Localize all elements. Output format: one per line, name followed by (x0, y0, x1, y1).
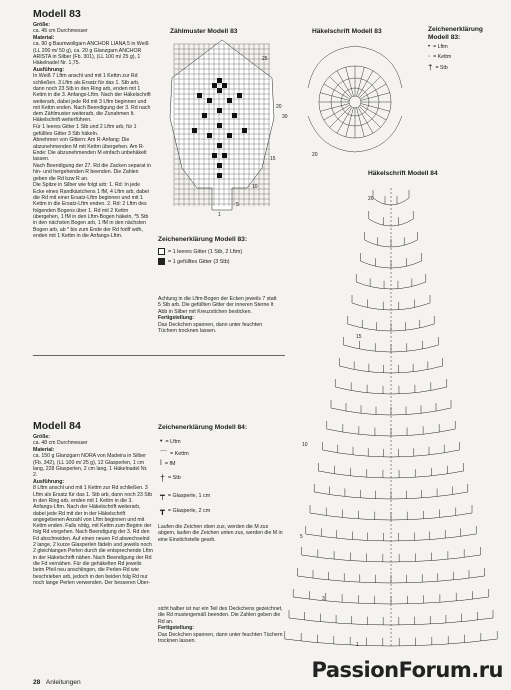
m83-instructions-4: Nach Beendigung der 27. Rd die Zacken separat in hin- und hergehenden R beenden. Die Zahlen geben die Rd bzw R an. (33, 163, 151, 182)
m84-partial-note: sicht halber ist nur ein Teil des Deckchens gezeichnet, die Rd mustergemäß beenden. Die Zahlen geben die Rd an. (158, 606, 283, 625)
m84-legend-glass2: ┳ = Glasperle, 2 cm (160, 506, 211, 515)
m83-finish: Das Deckchen spannen, dann unter feuchten Tüchern trocknen lassen. (158, 321, 263, 334)
m83-crochet-round-20: 20 (312, 152, 318, 158)
m83-crochet-title: Häkelschrift Modell 83 (312, 28, 382, 35)
m83-material: ca. 90 g Baumwollgarn ANCHOR LIANA 5 in Weiß (LL 200 m/ 50 g), ca. 20 g Glanzgarn ANCHOR ARISTA in Silber (Fb. 301), (LL 100 m/ 25 g), 1 Häkelnadel Nr. 1,75. (33, 41, 149, 67)
m83-row-label-1: 1 (218, 212, 221, 218)
m83-legend-lftm: • = Lftm (428, 44, 448, 50)
m83-text-block (33, 8, 151, 240)
m84-round-label-5: 5 (300, 534, 303, 540)
m84-legend-kettm: ⌒ = Kettm (160, 451, 189, 458)
section-divider (33, 355, 285, 356)
m83-legend-stb: † = Stb (428, 62, 448, 72)
filled-grid-icon (158, 258, 165, 265)
m84-material-label: Material: (33, 447, 55, 454)
fm-bar-icon: ǀ (160, 460, 162, 467)
m83-legend-title-1: Zeichenerklärung (428, 26, 483, 33)
m83-row-label-15: 15 (270, 156, 276, 162)
m83-crochet-chart (300, 40, 410, 160)
m83-finish-label: Fertigstellung: (158, 315, 195, 322)
m84-material: ca. 150 g Glanzgarn NORA von Madeira in Silber (Fb. 342), (LL 100 m/ 25 g), 12 Glasperlen, 1 cm lang, 228 Glasperlen, 2 cm lang, 1 Häkelnadel Nr. 2. (33, 453, 148, 479)
lftm-dot-icon: • (160, 438, 163, 445)
m83-instructions-label: Ausführung: (33, 67, 65, 74)
m84-legend-lftm: • = Lftm (160, 438, 181, 445)
m84-round-label-1: 1 (356, 642, 359, 648)
m84-text-block (33, 420, 153, 587)
empty-grid-icon (158, 248, 165, 255)
m84-legend-glass1: ┯ = Glasperle, 1 cm (160, 491, 211, 500)
page-number: 28 (33, 679, 41, 686)
m83-size: ca. 45 cm Durchmesser (33, 28, 88, 35)
lftm-symbol-icon: • (428, 44, 431, 50)
m84-size: ca. 48 cm Durchmesser (33, 440, 88, 447)
m83-instructions-2: Für 1 leeres Gitter 1 Stb und 2 Lftm arb, für 1 gefülltes Gitter 3 Stb häkeln. (33, 124, 137, 137)
m83-instructions-5: Die Spitze in Silber wie folgt arb: 1. Rd: In jede Ecke eines Randkästchens 1 fM, 4 Lftm arb, dabei die Rd mit einer Ersatz-Lftm beginnen und mit 1 Kettm in die Ersatz-Lftm enden. 2. Rd: 2 Lftm des folgenden Bogens über 1. Rd mit 2 Kettm übergehen, 1 fM in den Lftm-Bogen häkeln, *5 Stb in den nächsten Bogen arb, 1 fM in den nächsten Bogen arb, ab * bis zum Ende der Rd fortlf wdh, enden mit 1 Kettm in die Anfangs-Lftm. (33, 182, 149, 239)
m84-title: Modell 84 (33, 420, 81, 432)
section-name: Anleitungen (45, 679, 81, 686)
m83-legend-title-2: Modell 83: (428, 33, 461, 41)
m84-crochet-chart (296, 178, 511, 678)
kettm-symbol-icon: ◦ (428, 54, 431, 61)
m83-count-chart (162, 38, 288, 218)
m84-finish: Das Deckchen spannen, dann unter feuchten Tüchern trocknen lassen. (158, 631, 283, 644)
m84-crochet-title: Häkelschrift Modell 84 (368, 170, 438, 177)
m84-legend-fm: ǀ = fM (160, 460, 176, 467)
m83-legend-empty: = 1 leeres Gitter (1 Stb, 2 Lftm) (158, 248, 242, 255)
glass-bead-short-icon: ┯ (160, 491, 165, 500)
m84-round-label-3: 3 (322, 596, 325, 602)
m84-round-label-15: 15 (356, 334, 362, 340)
m84-legend-stb: † = Stb (160, 473, 181, 483)
m83-legend-full: = 1 gefülltes Gitter (3 Stb) (158, 258, 230, 265)
m84-round-label-10: 10 (302, 442, 308, 448)
m83-row-label-30: 30 (282, 114, 288, 120)
m83-chart-title: Zählmuster Modell 83 (170, 28, 238, 35)
m83-row-label-5: 5 (236, 202, 239, 208)
m83-instructions: In Weiß 7 Lftm anschl und mit 1 Kettm zur Rd schließen. 3 Lftm als Ersatz für das 1. Stb arb, dann noch 23 Stb in den Ring arb, enden mit 1 Kettm in die 3. Anfangs-Lftm. Nach der Häkelschrift weiterarb, dabei jede Rd mit 3 Lftm beginnen und mit Kettm enden. Nach Beendigung der 3. Rd nach dem Zählmuster weiterarb, die Zunahmen lt. Häkelschrift weiterführen. (33, 73, 151, 124)
stb-cross-icon: † (160, 473, 166, 483)
m83-row-label-25: 25 (262, 56, 268, 62)
m84-reading-note: Laufen die Zeichen oben zus, werden die M zus abgem, laufen die Zeichen unten zus, werden die M in eine Einstichstelle gearb. (158, 524, 283, 543)
m83-instructions-3: Abnehmen von Gittern: Am R-Anfang: Die abzunehmenden M mit Kettm übergehen. Am R-Ende: Die abzunehmenden M einfach unbehäkelt lassen. (33, 137, 147, 163)
watermark: PassionForum.ru (311, 658, 503, 682)
glass-bead-long-icon: ┳ (160, 506, 165, 515)
m84-size-label: Größe: (33, 434, 51, 440)
m84-instructions-label: Ausführung: (33, 479, 65, 486)
m83-legend-kettm: ◦ = Kettm (428, 54, 452, 61)
m83-note: Achtung in die Lftm-Bogen der Ecken jeweils 7 statt 5 Stb arb. Die gefüllten Gitter der inneren Sterne lt Abb in Silber mit Kreuzstichen besticken. (158, 296, 277, 315)
m83-row-label-10: 10 (252, 184, 258, 190)
m83-row-label-20: 20 (276, 104, 282, 110)
stb-symbol-icon: † (428, 62, 433, 72)
page-footer (33, 679, 81, 686)
m83-legend-mid-title: Zeichenerklärung Modell 83: (158, 236, 248, 243)
m83-size-label: Größe: (33, 22, 51, 28)
m84-instructions: 8 Lftm anschl und mit 1 Kettm zur Rd schließen. 3 Lftm als Ersatz für das 1. Stb arb, dann noch 23 Stb in den Ring arb, enden mit 1 Kettm in die 3. Anfangs-Lftm. Nach der Häkelschrift weiterarb, dabei jede Rd mit der in der Häkelschrift angegebenen Anzahl von Lftm beginnen und mit Kettm enden. Falls nötig, mit Kettm zum Beginn der folg Rd vorgehen. Nach Beendigung der 3. Rd den Fd abschneiden. Auf einen neuen Fd abwechselnd 2 lange, 2 kurze Glasperlen fädeln und jeweils noch 2 gleichlangen Perlen durch die entsprechende Lftm in der Häkelschrift nähen. Nach Beendigung der Rd die Fd vernähen. Für die gehäkelten Rd jeweils beim Pfeil neu anschlingen, die Perlen-Rd wie beschrieben arb, jedoch in den beiden folg Rd nur noch lange Perlen verwenden. Der besseren Über- (33, 485, 153, 586)
m83-title: Modell 83 (33, 8, 81, 20)
kettm-arc-icon: ⌒ (160, 451, 167, 458)
m84-legend-title: Zeichenerklärung Modell 84: (158, 424, 248, 431)
m84-round-label-20: 20 (368, 196, 374, 202)
m84-finish-label: Fertigstellung: (158, 625, 195, 632)
m83-material-label: Material: (33, 35, 55, 42)
